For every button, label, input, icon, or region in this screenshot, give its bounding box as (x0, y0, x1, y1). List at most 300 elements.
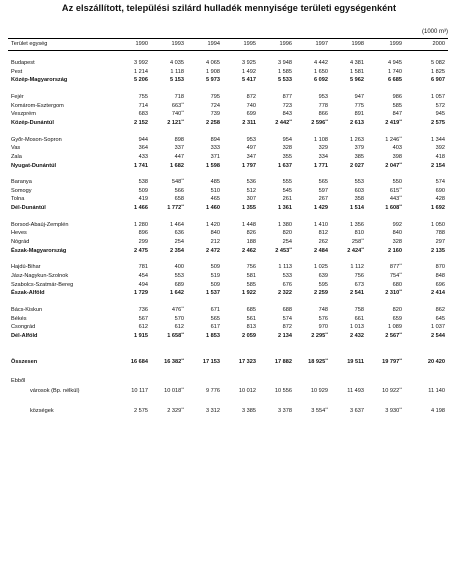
row-label: Észak-Magyarország (11, 247, 67, 254)
table-cell: 781 (138, 264, 148, 271)
table-cell: 371 (210, 153, 220, 160)
table-row (8, 144, 448, 153)
table-cell: 512 (246, 187, 256, 194)
table-cell: 688 (282, 306, 292, 313)
table-cell: 10 556 (274, 388, 292, 395)
table-cell: 2 329** (167, 407, 184, 415)
table-cell: 536 (246, 179, 256, 186)
table-cell: 1 729 (134, 290, 148, 297)
table-cell: 739 (210, 111, 220, 118)
table-cell: 3 312 (206, 408, 220, 415)
table-cell: 567 (138, 315, 148, 322)
row-label: Komárom-Esztergom (11, 102, 64, 109)
row-label: Békés (11, 315, 27, 322)
table-cell: 555 (282, 179, 292, 186)
table-cell: 2 259 (314, 290, 328, 297)
table-cell: 680 (392, 281, 402, 288)
table-cell: 2 295** (311, 331, 328, 339)
spacer-row (8, 128, 448, 136)
table-cell: 6 685 (388, 77, 402, 84)
table-cell: 595 (318, 281, 328, 288)
table-cell: 658 (174, 196, 184, 203)
table-cell: 1 464 (170, 221, 184, 228)
table-cell: 2 484 (314, 247, 328, 254)
table-cell: 4 065 (206, 60, 220, 67)
row-label: Közép-Dunántúl (11, 119, 54, 126)
table-cell: 4 198 (431, 408, 445, 415)
table-cell: 212 (210, 239, 220, 246)
table-cell: 533 (282, 273, 292, 279)
table-cell: 20 420 (427, 359, 445, 366)
footnote-marker: ** (325, 358, 328, 363)
table-cell: 576 (318, 315, 328, 322)
table-cell: 418 (435, 153, 445, 160)
table-cell: 5 153 (170, 77, 184, 84)
row-label: Pest (11, 68, 23, 75)
table-cell (223, 377, 259, 386)
table-cell: 2 258 (206, 119, 220, 126)
table-cell: 3 948 (278, 60, 292, 67)
summary-row (8, 332, 448, 341)
column-header-year: 1995 (223, 39, 259, 51)
table-cell: 510 (210, 187, 220, 194)
table-cell: 3 385 (242, 408, 256, 415)
footnote-marker: ** (399, 186, 402, 191)
table-cell: 663** (171, 101, 184, 109)
table-cell: 585 (246, 281, 256, 288)
table-cell: 1 650 (314, 68, 328, 75)
table-cell: 18 925** (308, 358, 328, 366)
table-row (8, 263, 448, 272)
table-cell: 538 (138, 179, 148, 186)
footnote-marker: ** (399, 289, 402, 294)
table-cell: 10 117 (131, 388, 148, 395)
table-cell: 5 206 (134, 77, 148, 84)
table-cell: 1 448 (242, 221, 256, 228)
table-cell: 5 533 (278, 77, 292, 84)
table-cell: 4 035 (170, 60, 184, 67)
table-cell (187, 377, 223, 386)
row-label: Zala (11, 153, 22, 160)
table-cell: 848 (435, 273, 445, 279)
table-cell: 696 (435, 281, 445, 288)
table-cell: 19 797** (382, 358, 402, 366)
column-header-year: 1993 (151, 39, 187, 51)
table-cell: 1 263 (350, 136, 364, 143)
table-cell: 685 (246, 306, 256, 313)
table-cell: 756 (354, 273, 364, 279)
table-cell: 2 575 (134, 408, 148, 415)
table-row (8, 281, 448, 290)
table-cell: 4 442 (314, 60, 328, 67)
table-cell: 778 (318, 102, 328, 109)
table-cell: 548** (171, 178, 184, 186)
table-cell: 1 740 (388, 68, 402, 75)
table-cell: 553 (174, 273, 184, 279)
row-label: Összesen (11, 359, 38, 366)
table-cell: 676 (282, 281, 292, 288)
row-label: Hajdú-Bihar (11, 264, 41, 271)
table-cell: 2 354 (170, 247, 184, 254)
table-cell: 1 280 (134, 221, 148, 228)
table-cell (259, 377, 295, 386)
table-cell: 2 475 (134, 247, 148, 254)
column-header-year: 1997 (295, 39, 331, 51)
table-cell: 898 (174, 136, 184, 143)
table-row (8, 221, 448, 230)
table-cell: 267 (318, 196, 328, 203)
table-cell: 509 (210, 264, 220, 271)
table-cell: 639 (318, 273, 328, 279)
footnote-marker: ** (361, 246, 364, 251)
table-cell: 2 567** (385, 331, 402, 339)
table-cell: 820 (282, 230, 292, 237)
table-cell: 954 (282, 136, 292, 143)
table-cell: 740 (246, 102, 256, 109)
spacer-row (8, 51, 448, 60)
table-row (8, 153, 448, 162)
table-cell: 258** (351, 238, 364, 246)
table-cell: 19 511 (347, 359, 364, 366)
table-cell: 2 322 (278, 290, 292, 297)
table-cell: 683 (138, 111, 148, 118)
spacer-cell (8, 398, 448, 406)
table-cell: 617 (210, 324, 220, 331)
table-cell: 1 598 (206, 162, 220, 169)
table-cell (295, 377, 331, 386)
table-cell: 4 945 (388, 60, 402, 67)
table-cell: 1 057 (431, 94, 445, 101)
table-cell: 329 (318, 145, 328, 152)
table-cell: 896 (138, 230, 148, 237)
table-cell: 1 922 (242, 290, 256, 297)
table-cell: 3 554** (311, 407, 328, 415)
table-cell: 840 (210, 230, 220, 237)
table-cell: 947 (354, 94, 364, 101)
footnote-marker: ** (399, 135, 402, 140)
table-cell: 870 (435, 264, 445, 271)
table-cell: 945 (435, 111, 445, 118)
table-cell: 11 140 (428, 388, 445, 395)
table-cell: 1 908 (206, 68, 220, 75)
table-cell (331, 377, 367, 386)
table-row (8, 377, 448, 386)
table-cell: 877 (282, 94, 292, 101)
table-cell: 1 089 (388, 324, 402, 331)
spacer-row (8, 398, 448, 406)
table-cell: 347 (246, 153, 256, 160)
row-label: Vas (11, 145, 21, 152)
table-cell: 465 (210, 196, 220, 203)
table-cell: 358 (354, 196, 364, 203)
table-row (8, 93, 448, 102)
summary-row (8, 289, 448, 298)
table-cell: 1 460 (206, 205, 220, 212)
table-cell: 379 (354, 145, 364, 152)
table-cell: 519 (210, 273, 220, 279)
table-cell: 2 424** (347, 246, 364, 254)
table-cell: 1 118 (170, 68, 184, 75)
table-cell: 2 442** (275, 118, 292, 126)
row-label: Csongrád (11, 324, 36, 331)
table-cell: 1 361 (278, 205, 292, 212)
footnote-marker: ** (289, 246, 292, 251)
footnote-marker: ** (399, 272, 402, 276)
row-label: Szabolcs-Szatmár-Bereg (11, 281, 74, 288)
row-label: Veszprém (11, 111, 36, 118)
table-cell: 17 882 (274, 359, 292, 366)
table-cell: 485 (210, 179, 220, 186)
table-cell: 992 (392, 221, 402, 228)
table-cell: 1 915 (134, 332, 148, 339)
spacer-row (8, 369, 448, 377)
footnote-marker: ** (399, 161, 402, 166)
table-cell: 615** (389, 186, 402, 194)
summary-row (8, 119, 448, 128)
spacer-cell (8, 349, 448, 357)
table-cell: 1 514 (350, 205, 364, 212)
table-cell: 497 (246, 145, 256, 152)
table-row (8, 272, 448, 281)
table-cell: 188 (246, 239, 256, 246)
table-cell: 2 541 (350, 290, 364, 297)
table-cell: 843 (282, 111, 292, 118)
table-cell: 1 585 (278, 68, 292, 75)
table-cell (367, 377, 405, 386)
table-cell: 10 929 (310, 388, 328, 395)
table-cell: 645 (435, 315, 445, 322)
table-cell: 509 (210, 281, 220, 288)
table-cell: 1 741 (134, 162, 148, 169)
table-cell: 2 134 (278, 332, 292, 339)
row-label: Nógrád (11, 239, 30, 246)
column-header-year: 1999 (367, 39, 405, 51)
table-cell (116, 377, 151, 386)
table-cell: 2 453** (275, 246, 292, 254)
table-cell: 254 (282, 239, 292, 246)
table-cell: 419 (138, 196, 148, 203)
spacer-cell (8, 369, 448, 377)
table-cell: 2 414 (431, 290, 445, 297)
table-row (8, 386, 448, 398)
table-cell: 403 (392, 145, 402, 152)
table-cell: 299 (138, 239, 148, 246)
footnote-marker: ** (181, 407, 184, 412)
table-cell: 262 (318, 239, 328, 246)
table-cell: 1 246** (385, 135, 402, 143)
summary-row (8, 247, 448, 256)
table-cell: 16 684 (130, 359, 148, 366)
footnote-marker: ** (399, 387, 402, 392)
table-cell: 2 160 (388, 247, 402, 254)
table-cell: 891 (354, 111, 364, 118)
table-cell: 723 (282, 102, 292, 109)
table-cell: 509 (138, 187, 148, 194)
row-label: Ebből (11, 377, 26, 384)
table-cell: 1 420 (206, 221, 220, 228)
table-cell: 986 (392, 94, 402, 101)
row-label: Tolna (11, 196, 25, 203)
table-cell: 3 992 (134, 60, 148, 67)
spacer-cell (8, 85, 448, 93)
table-cell: 2 154 (431, 162, 445, 169)
table-cell: 1 410 (314, 221, 328, 228)
data-table (8, 38, 448, 418)
table-cell: 2 462 (242, 247, 256, 254)
table-cell: 3 925 (242, 60, 256, 67)
table-cell: 612 (138, 324, 148, 331)
row-label: községek (30, 408, 54, 415)
table-cell: 4 381 (350, 60, 364, 67)
row-label: Heves (11, 230, 27, 237)
row-label: Budapest (11, 60, 35, 67)
table-cell: 840 (392, 230, 402, 237)
spacer-row (8, 255, 448, 263)
table-cell: 5 962 (350, 77, 364, 84)
table-cell: 1 356 (350, 221, 364, 228)
table-cell: 454 (138, 273, 148, 279)
table-row (8, 238, 448, 247)
table-cell: 775 (354, 102, 364, 109)
table-cell: 1 825 (431, 68, 445, 75)
spacer-row (8, 298, 448, 306)
table-cell: 2 311 (242, 119, 256, 126)
table-row (8, 59, 448, 68)
spacer-cell (8, 51, 448, 60)
footnote-marker: ** (399, 195, 402, 200)
summary-row (8, 162, 448, 171)
spacer-cell (8, 340, 448, 348)
table-cell: 574 (435, 179, 445, 186)
table-cell: 6 907 (431, 77, 445, 84)
table-cell: 2 027 (350, 162, 364, 169)
table-cell: 328 (282, 145, 292, 152)
table-cell: 494 (138, 281, 148, 288)
spacer-cell (8, 128, 448, 136)
table-cell: 2 432 (350, 332, 364, 339)
table-cell: 597 (318, 187, 328, 194)
table-cell: 433 (138, 153, 148, 160)
row-label: Borsod-Abaúj-Zemplén (11, 221, 69, 228)
table-cell: 10 922** (382, 387, 402, 395)
table-cell: 1 113 (278, 264, 292, 271)
row-label: városok (Bp. nélkül) (30, 388, 80, 395)
table-cell: 813 (246, 324, 256, 331)
header-row (8, 39, 448, 51)
table-cell: 3 930** (385, 407, 402, 415)
table-cell: 16 382** (164, 358, 184, 366)
column-header-area: Terület egység (8, 39, 116, 51)
table-cell: 671 (210, 306, 220, 313)
footnote-marker: ** (399, 204, 402, 209)
table-cell: 699 (246, 111, 256, 118)
table-cell: 1 682 (170, 162, 184, 169)
footnote-marker: ** (181, 358, 184, 363)
table-cell: 690 (435, 187, 445, 194)
table-row (8, 323, 448, 332)
table-cell: 364 (138, 145, 148, 152)
table-cell: 1 025 (314, 264, 328, 271)
footnote-marker: ** (399, 263, 402, 268)
footnote-marker: ** (181, 204, 184, 209)
table-cell: 261 (282, 196, 292, 203)
table-cell: 1 581 (350, 68, 364, 75)
table-cell: 398 (392, 153, 402, 160)
table-cell: 872 (282, 324, 292, 331)
row-label: Győr-Moson-Sopron (11, 136, 62, 143)
table-cell: 550 (392, 179, 402, 186)
row-label: Nyugat-Dunántúl (11, 162, 57, 169)
table-cell: 10 012 (238, 388, 256, 395)
row-label: Jász-Nagykun-Szolnok (11, 273, 69, 279)
table-cell: 724 (210, 102, 220, 109)
table-cell: 553 (354, 179, 364, 186)
table-cell: 2 575 (431, 119, 445, 126)
table-cell: 545 (282, 187, 292, 194)
table-cell: 572 (435, 102, 445, 109)
row-label: Somogy (11, 187, 32, 194)
table-row (8, 102, 448, 111)
spacer-cell (8, 298, 448, 306)
unit-label: (1000 m³) (421, 29, 448, 35)
footnote-marker: ** (399, 407, 402, 412)
table-cell: 714 (138, 102, 148, 109)
footnote-marker: ** (399, 118, 402, 123)
table-cell: 718 (174, 94, 184, 101)
table-cell: 758 (354, 306, 364, 313)
table-cell: 953 (246, 136, 256, 143)
table-cell: 2 310** (385, 289, 402, 297)
spacer-row (8, 349, 448, 357)
table-cell: 574 (282, 315, 292, 322)
table-cell: 11 493 (347, 388, 364, 395)
table-row (8, 178, 448, 187)
table-cell: 570 (174, 315, 184, 322)
footnote-marker: ** (181, 305, 184, 310)
table-cell: 17 153 (202, 359, 220, 366)
table-cell: 1 355 (242, 205, 256, 212)
table-cell: 866 (318, 111, 328, 118)
table-row (8, 136, 448, 145)
table-cell: 2 121** (167, 118, 184, 126)
table-cell: 3 378 (278, 408, 292, 415)
table-cell: 565 (318, 179, 328, 186)
table-cell: 1 466 (134, 205, 148, 212)
row-label: Dél-Alföld (11, 332, 38, 339)
table-row (8, 110, 448, 119)
table-cell: 894 (210, 136, 220, 143)
table-cell: 872 (246, 94, 256, 101)
table-cell: 476** (171, 305, 184, 313)
table-cell: 1 637 (278, 162, 292, 169)
table-cell: 1 013 (350, 324, 364, 331)
table-cell: 400 (174, 264, 184, 271)
footnote-marker: ** (181, 101, 184, 106)
table-row (8, 306, 448, 315)
footnote-marker: ** (181, 331, 184, 336)
table-cell: 328 (392, 239, 402, 246)
table-cell: 1 112 (350, 264, 364, 271)
footnote-marker: ** (361, 238, 364, 243)
table-cell: 2 135 (431, 247, 445, 254)
table-row (8, 68, 448, 77)
table-cell: 5 973 (206, 77, 220, 84)
table-cell: 2 152 (134, 119, 148, 126)
footnote-marker: ** (181, 118, 184, 123)
footnote-marker: ** (325, 118, 328, 123)
table-cell: 10 018** (164, 387, 184, 395)
table-cell: 736 (138, 306, 148, 313)
